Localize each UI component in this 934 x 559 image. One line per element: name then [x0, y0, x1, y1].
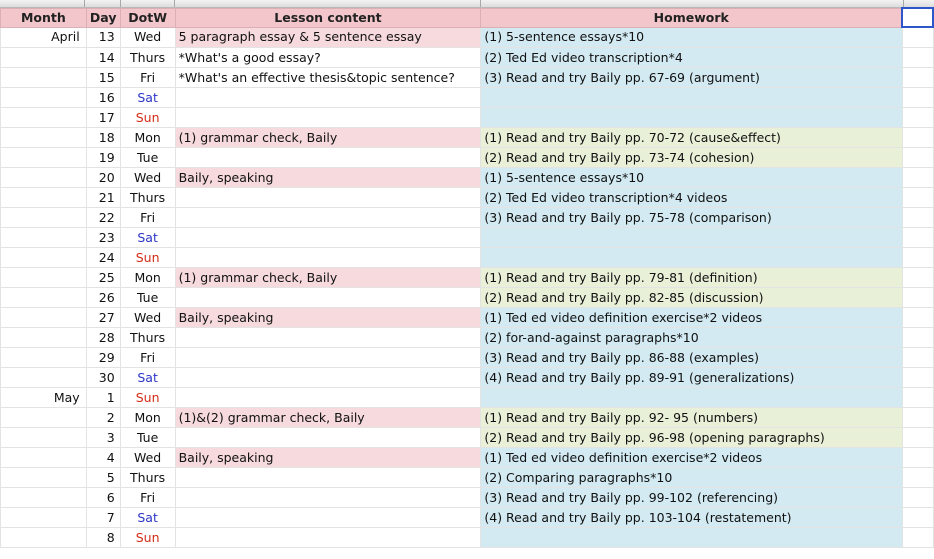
- table-row: [1, 168, 934, 188]
- day-cell[interactable]: 7: [86, 508, 120, 528]
- table-row: [1, 368, 934, 388]
- empty-cell[interactable]: [902, 448, 933, 468]
- dow-cell[interactable]: Thurs: [120, 328, 175, 348]
- table-row: [1, 408, 934, 428]
- empty-cell[interactable]: [902, 388, 933, 408]
- empty-cell[interactable]: [902, 268, 933, 288]
- day-cell[interactable]: 4: [86, 448, 120, 468]
- month-cell[interactable]: [1, 428, 87, 448]
- day-cell[interactable]: 27: [86, 308, 120, 328]
- day-cell[interactable]: 19: [86, 148, 120, 168]
- month-cell[interactable]: [1, 148, 87, 168]
- homework-cell[interactable]: (4) Read and try Baily pp. 89-91 (generalizations): [481, 368, 902, 388]
- month-cell[interactable]: [1, 88, 87, 108]
- dow-cell[interactable]: Tue: [120, 148, 175, 168]
- table-row: [1, 228, 934, 248]
- column-divider[interactable]: [174, 0, 175, 7]
- homework-cell[interactable]: [481, 108, 902, 128]
- lesson-cell[interactable]: [175, 508, 481, 528]
- empty-cell[interactable]: [902, 428, 933, 448]
- empty-cell[interactable]: [902, 228, 933, 248]
- homework-cell[interactable]: (1) Read and try Baily pp. 79-81 (definition): [481, 268, 902, 288]
- empty-cell[interactable]: [902, 328, 933, 348]
- month-cell[interactable]: May: [1, 388, 87, 408]
- homework-cell[interactable]: (1) Read and try Baily pp. 70-72 (cause&effect): [481, 128, 902, 148]
- dow-cell[interactable]: Fri: [120, 208, 175, 228]
- day-cell[interactable]: 17: [86, 108, 120, 128]
- lesson-cell[interactable]: [175, 388, 481, 408]
- dow-cell[interactable]: Tue: [120, 428, 175, 448]
- lesson-cell[interactable]: *What's an effective thesis&topic sentence?: [175, 68, 481, 88]
- table-row: [1, 348, 934, 368]
- homework-cell[interactable]: (1) Read and try Baily pp. 92- 95 (numbers): [481, 408, 902, 428]
- month-cell[interactable]: [1, 508, 87, 528]
- table-row: [1, 468, 934, 488]
- month-cell[interactable]: April: [1, 27, 87, 48]
- homework-cell[interactable]: (2) Comparing paragraphs*10: [481, 468, 902, 488]
- month-cell[interactable]: [1, 288, 87, 308]
- month-cell[interactable]: [1, 268, 87, 288]
- empty-cell[interactable]: [902, 208, 933, 228]
- dow-cell[interactable]: Sun: [120, 108, 175, 128]
- month-header[interactable]: Month: [1, 8, 87, 27]
- table-row: [1, 48, 934, 68]
- lesson-cell[interactable]: (1) grammar check, Baily: [175, 128, 481, 148]
- month-cell[interactable]: [1, 488, 87, 508]
- dow-cell[interactable]: Wed: [120, 308, 175, 328]
- table-row: [1, 68, 934, 88]
- lesson-cell[interactable]: *What's a good essay?: [175, 48, 481, 68]
- dow-cell[interactable]: Sun: [120, 528, 175, 548]
- month-cell[interactable]: [1, 248, 87, 268]
- dow-cell[interactable]: Tue: [120, 288, 175, 308]
- table-row: [1, 188, 934, 208]
- day-cell[interactable]: 8: [86, 528, 120, 548]
- homework-cell[interactable]: (2) Ted Ed video transcription*4: [481, 48, 902, 68]
- lesson-cell[interactable]: [175, 428, 481, 448]
- table-row: [1, 268, 934, 288]
- dow-cell[interactable]: Fri: [120, 68, 175, 88]
- dow-cell[interactable]: Sat: [120, 508, 175, 528]
- header-row: [1, 8, 934, 27]
- table-row: [1, 27, 934, 48]
- selected-cell[interactable]: [902, 8, 933, 27]
- column-divider[interactable]: [903, 0, 904, 7]
- homework-cell[interactable]: (1) Ted ed video definition exercise*2 videos: [481, 308, 902, 328]
- homework-cell[interactable]: (1) 5-sentence essays*10: [481, 168, 902, 188]
- homework-cell[interactable]: (2) Read and try Baily pp. 73-74 (cohesion): [481, 148, 902, 168]
- dow-cell[interactable]: Wed: [120, 448, 175, 468]
- table-row: [1, 428, 934, 448]
- dow-cell[interactable]: Sun: [120, 388, 175, 408]
- empty-cell[interactable]: [902, 408, 933, 428]
- day-header[interactable]: Day: [86, 8, 120, 27]
- table-row: [1, 388, 934, 408]
- lesson-cell[interactable]: 5 paragraph essay & 5 sentence essay: [175, 27, 481, 48]
- empty-cell[interactable]: [902, 528, 933, 548]
- dow-header[interactable]: DotW: [120, 8, 175, 27]
- empty-cell[interactable]: [902, 348, 933, 368]
- month-cell[interactable]: [1, 228, 87, 248]
- homework-cell[interactable]: [481, 388, 902, 408]
- day-cell[interactable]: 25: [86, 268, 120, 288]
- day-cell[interactable]: 29: [86, 348, 120, 368]
- day-cell[interactable]: 6: [86, 488, 120, 508]
- day-cell[interactable]: 15: [86, 68, 120, 88]
- month-cell[interactable]: [1, 128, 87, 148]
- homework-cell[interactable]: (1) Ted ed video definition exercise*2 videos: [481, 448, 902, 468]
- table-row: [1, 488, 934, 508]
- day-cell[interactable]: 1: [86, 388, 120, 408]
- homework-header[interactable]: Homework: [481, 8, 902, 27]
- lesson-cell[interactable]: Baily, speaking: [175, 168, 481, 188]
- homework-cell[interactable]: (3) Read and try Baily pp. 86-88 (examples): [481, 348, 902, 368]
- lesson-cell[interactable]: (1)&(2) grammar check, Baily: [175, 408, 481, 428]
- month-cell[interactable]: [1, 468, 87, 488]
- dow-cell[interactable]: Mon: [120, 408, 175, 428]
- month-cell[interactable]: [1, 168, 87, 188]
- dow-cell[interactable]: Thurs: [120, 48, 175, 68]
- column-divider[interactable]: [120, 0, 121, 7]
- empty-cell[interactable]: [902, 68, 933, 88]
- empty-cell[interactable]: [902, 168, 933, 188]
- month-cell[interactable]: [1, 348, 87, 368]
- empty-cell[interactable]: [902, 308, 933, 328]
- day-cell[interactable]: 18: [86, 128, 120, 148]
- column-divider[interactable]: [480, 0, 481, 7]
- table-row: [1, 128, 934, 148]
- lesson-cell[interactable]: [175, 348, 481, 368]
- empty-cell[interactable]: [902, 488, 933, 508]
- dow-cell[interactable]: Sun: [120, 248, 175, 268]
- day-cell[interactable]: 20: [86, 168, 120, 188]
- empty-cell[interactable]: [902, 128, 933, 148]
- day-cell[interactable]: 26: [86, 288, 120, 308]
- month-cell[interactable]: [1, 368, 87, 388]
- table-row: [1, 148, 934, 168]
- lesson-cell[interactable]: [175, 368, 481, 388]
- lesson-cell[interactable]: [175, 88, 481, 108]
- homework-cell[interactable]: (2) Ted Ed video transcription*4 videos: [481, 188, 902, 208]
- day-cell[interactable]: 21: [86, 188, 120, 208]
- empty-cell[interactable]: [902, 48, 933, 68]
- empty-cell[interactable]: [902, 508, 933, 528]
- month-cell[interactable]: [1, 448, 87, 468]
- lesson-cell[interactable]: (1) grammar check, Baily: [175, 268, 481, 288]
- empty-cell[interactable]: [902, 27, 933, 48]
- day-cell[interactable]: 14: [86, 48, 120, 68]
- day-cell[interactable]: 22: [86, 208, 120, 228]
- table-row: [1, 248, 934, 268]
- dow-cell[interactable]: Wed: [120, 168, 175, 188]
- dow-cell[interactable]: Sat: [120, 88, 175, 108]
- homework-cell[interactable]: (3) Read and try Baily pp. 75-78 (comparison): [481, 208, 902, 228]
- table-row: [1, 328, 934, 348]
- day-cell[interactable]: 23: [86, 228, 120, 248]
- lesson-cell[interactable]: [175, 248, 481, 268]
- schedule-table: [0, 7, 934, 548]
- table-row: [1, 288, 934, 308]
- lesson-content-header[interactable]: Lesson content: [175, 8, 481, 27]
- lesson-cell[interactable]: [175, 228, 481, 248]
- month-cell[interactable]: [1, 188, 87, 208]
- lesson-cell[interactable]: [175, 468, 481, 488]
- table-row: [1, 528, 934, 548]
- homework-cell[interactable]: [481, 248, 902, 268]
- lesson-cell[interactable]: Baily, speaking: [175, 448, 481, 468]
- lesson-cell[interactable]: [175, 288, 481, 308]
- lesson-cell[interactable]: Baily, speaking: [175, 308, 481, 328]
- day-cell[interactable]: 24: [86, 248, 120, 268]
- lesson-cell[interactable]: [175, 528, 481, 548]
- empty-cell[interactable]: [902, 468, 933, 488]
- table-row: [1, 88, 934, 108]
- lesson-cell[interactable]: [175, 188, 481, 208]
- homework-cell[interactable]: (4) Read and try Baily pp. 103-104 (restatement): [481, 508, 902, 528]
- empty-cell[interactable]: [902, 288, 933, 308]
- month-cell[interactable]: [1, 308, 87, 328]
- day-cell[interactable]: 16: [86, 88, 120, 108]
- day-cell[interactable]: 30: [86, 368, 120, 388]
- month-cell[interactable]: [1, 208, 87, 228]
- dow-cell[interactable]: Mon: [120, 128, 175, 148]
- month-cell[interactable]: [1, 408, 87, 428]
- table-row: [1, 108, 934, 128]
- dow-cell[interactable]: Mon: [120, 268, 175, 288]
- homework-cell[interactable]: (2) Read and try Baily pp. 96-98 (opening paragraphs): [481, 428, 902, 448]
- empty-cell[interactable]: [902, 248, 933, 268]
- dow-cell[interactable]: Wed: [120, 27, 175, 48]
- lesson-cell[interactable]: [175, 328, 481, 348]
- empty-cell[interactable]: [902, 148, 933, 168]
- dow-cell[interactable]: Thurs: [120, 188, 175, 208]
- empty-cell[interactable]: [902, 188, 933, 208]
- homework-cell[interactable]: [481, 88, 902, 108]
- table-row: [1, 208, 934, 228]
- day-cell[interactable]: 5: [86, 468, 120, 488]
- lesson-cell[interactable]: [175, 208, 481, 228]
- dow-cell[interactable]: Sat: [120, 228, 175, 248]
- day-cell[interactable]: 3: [86, 428, 120, 448]
- dow-cell[interactable]: Fri: [120, 348, 175, 368]
- dow-cell[interactable]: Sat: [120, 368, 175, 388]
- day-cell[interactable]: 28: [86, 328, 120, 348]
- empty-cell[interactable]: [902, 368, 933, 388]
- day-cell[interactable]: 13: [86, 27, 120, 48]
- table-row: [1, 308, 934, 328]
- homework-cell[interactable]: (1) 5-sentence essays*10: [481, 27, 902, 48]
- month-cell[interactable]: [1, 528, 87, 548]
- table-row: [1, 508, 934, 528]
- day-cell[interactable]: 2: [86, 408, 120, 428]
- month-cell[interactable]: [1, 48, 87, 68]
- month-cell[interactable]: [1, 328, 87, 348]
- homework-cell[interactable]: [481, 228, 902, 248]
- homework-cell[interactable]: (3) Read and try Baily pp. 67-69 (argument): [481, 68, 902, 88]
- lesson-cell[interactable]: [175, 108, 481, 128]
- homework-cell[interactable]: (2) for-and-against paragraphs*10: [481, 328, 902, 348]
- homework-cell[interactable]: (3) Read and try Baily pp. 99-102 (referencing): [481, 488, 902, 508]
- column-divider[interactable]: [84, 0, 85, 7]
- lesson-cell[interactable]: [175, 148, 481, 168]
- lesson-cell[interactable]: [175, 488, 481, 508]
- homework-cell[interactable]: (2) Read and try Baily pp. 82-85 (discussion): [481, 288, 902, 308]
- dow-cell[interactable]: Fri: [120, 488, 175, 508]
- empty-cell[interactable]: [902, 88, 933, 108]
- month-cell[interactable]: [1, 68, 87, 88]
- dow-cell[interactable]: Thurs: [120, 468, 175, 488]
- table-row: [1, 448, 934, 468]
- month-cell[interactable]: [1, 108, 87, 128]
- empty-cell[interactable]: [902, 108, 933, 128]
- homework-cell[interactable]: [481, 528, 902, 548]
